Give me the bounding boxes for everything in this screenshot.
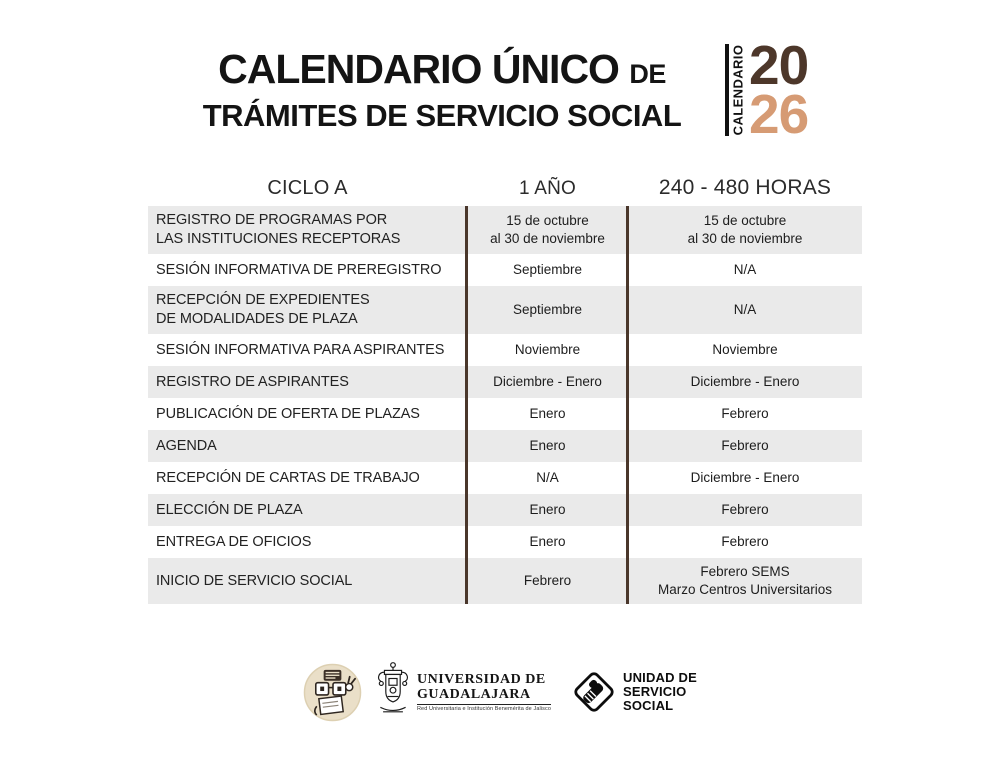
year-bottom: 26	[749, 83, 809, 145]
value-1-ano: Febrero	[523, 573, 572, 588]
row-label: SESIÓN INFORMATIVA DE PREREGISTRO	[156, 261, 442, 278]
row-label: PUBLICACIÓN DE OFERTA DE PLAZAS	[156, 405, 420, 422]
udg-crest-icon	[375, 660, 411, 724]
column-divider-2	[626, 206, 629, 604]
table-row	[148, 286, 862, 334]
table-body	[148, 206, 862, 604]
value-240-480-horas: Diciembre - Enero	[690, 470, 800, 485]
value-240-480-horas: Febrero SEMS Marzo Centros Universitarios	[657, 564, 833, 597]
row-label: RECEPCIÓN DE CARTAS DE TRABAJO	[156, 469, 420, 486]
table-row	[148, 398, 862, 430]
title-line1-main: CALENDARIO ÚNICO	[218, 46, 619, 92]
value-240-480-horas: Febrero	[721, 438, 769, 453]
column-header-1: 1 AÑO	[519, 178, 576, 199]
column-header-0: CICLO A	[267, 177, 348, 199]
value-1-ano: Septiembre	[512, 262, 583, 277]
table-row	[148, 206, 862, 254]
value-240-480-horas: N/A	[733, 262, 757, 277]
unit-name: UNIDAD DE SERVICIO SOCIAL	[622, 670, 698, 713]
table-header-row	[148, 170, 862, 200]
value-1-ano: Diciembre - Enero	[493, 374, 602, 389]
value-240-480-horas: Diciembre - Enero	[690, 374, 800, 389]
uss-logo-group	[572, 670, 697, 714]
university-tagline: Red Universitaria e Institución Benemérita de Jalisco	[416, 706, 551, 712]
column-header-2: 240 - 480 HORAS	[658, 176, 832, 199]
year-top: 20	[749, 34, 809, 96]
table-row	[148, 494, 862, 526]
value-1-ano: Septiembre	[512, 302, 583, 317]
row-label: INICIO DE SERVICIO SOCIAL	[156, 572, 353, 589]
row-label: REGISTRO DE PROGRAMAS POR LAS INSTITUCIONES RECEPTORAS	[156, 212, 401, 247]
table-row	[148, 558, 862, 604]
value-1-ano: 15 de octubre al 30 de noviembre	[490, 213, 605, 246]
value-1-ano: N/A	[536, 470, 559, 485]
table-row	[148, 366, 862, 398]
table-row	[148, 462, 862, 494]
column-divider-1	[465, 206, 468, 604]
value-1-ano: Noviembre	[514, 342, 581, 357]
value-240-480-horas: Febrero	[721, 534, 769, 549]
value-1-ano: Enero	[529, 406, 566, 421]
calendario-vertical-label: CALENDARIO	[730, 44, 746, 136]
value-240-480-horas: 15 de octubre al 30 de noviembre	[687, 213, 803, 246]
title-line1	[168, 46, 716, 97]
value-240-480-horas: Noviembre	[712, 342, 778, 357]
value-240-480-horas: Febrero	[721, 406, 769, 421]
value-1-ano: Enero	[529, 502, 566, 517]
university-name: UNIVERSIDAD DE GUADALAJARA	[416, 672, 546, 702]
table-row	[148, 526, 862, 558]
value-1-ano: Enero	[529, 534, 566, 549]
mascot-badge-icon	[303, 663, 362, 722]
table-row	[148, 334, 862, 366]
year-logo	[725, 34, 809, 145]
udg-wordmark	[417, 672, 551, 712]
title-line2: TRÁMITES DE SERVICIO SOCIAL	[202, 98, 682, 133]
row-label: AGENDA	[156, 437, 217, 454]
footer-logos	[0, 660, 1000, 724]
row-label: RECEPCIÓN DE EXPEDIENTES DE MODALIDADES DE PLAZA	[156, 292, 370, 327]
row-label: ELECCIÓN DE PLAZA	[156, 501, 303, 518]
value-1-ano: Enero	[529, 438, 566, 453]
row-label: ENTREGA DE OFICIOS	[156, 533, 312, 550]
schedule-table	[148, 170, 862, 604]
table-row	[148, 430, 862, 462]
row-label: SESIÓN INFORMATIVA PARA ASPIRANTES	[156, 341, 445, 358]
handshake-diamond-icon	[572, 670, 616, 714]
page-title	[168, 46, 716, 134]
udg-logo-group	[375, 660, 551, 724]
title-line1-de: DE	[629, 59, 666, 89]
table-row	[148, 254, 862, 286]
value-240-480-horas: N/A	[733, 302, 757, 317]
year-digits	[749, 34, 809, 145]
row-label: REGISTRO DE ASPIRANTES	[156, 373, 349, 390]
value-240-480-horas: Febrero	[721, 502, 769, 517]
